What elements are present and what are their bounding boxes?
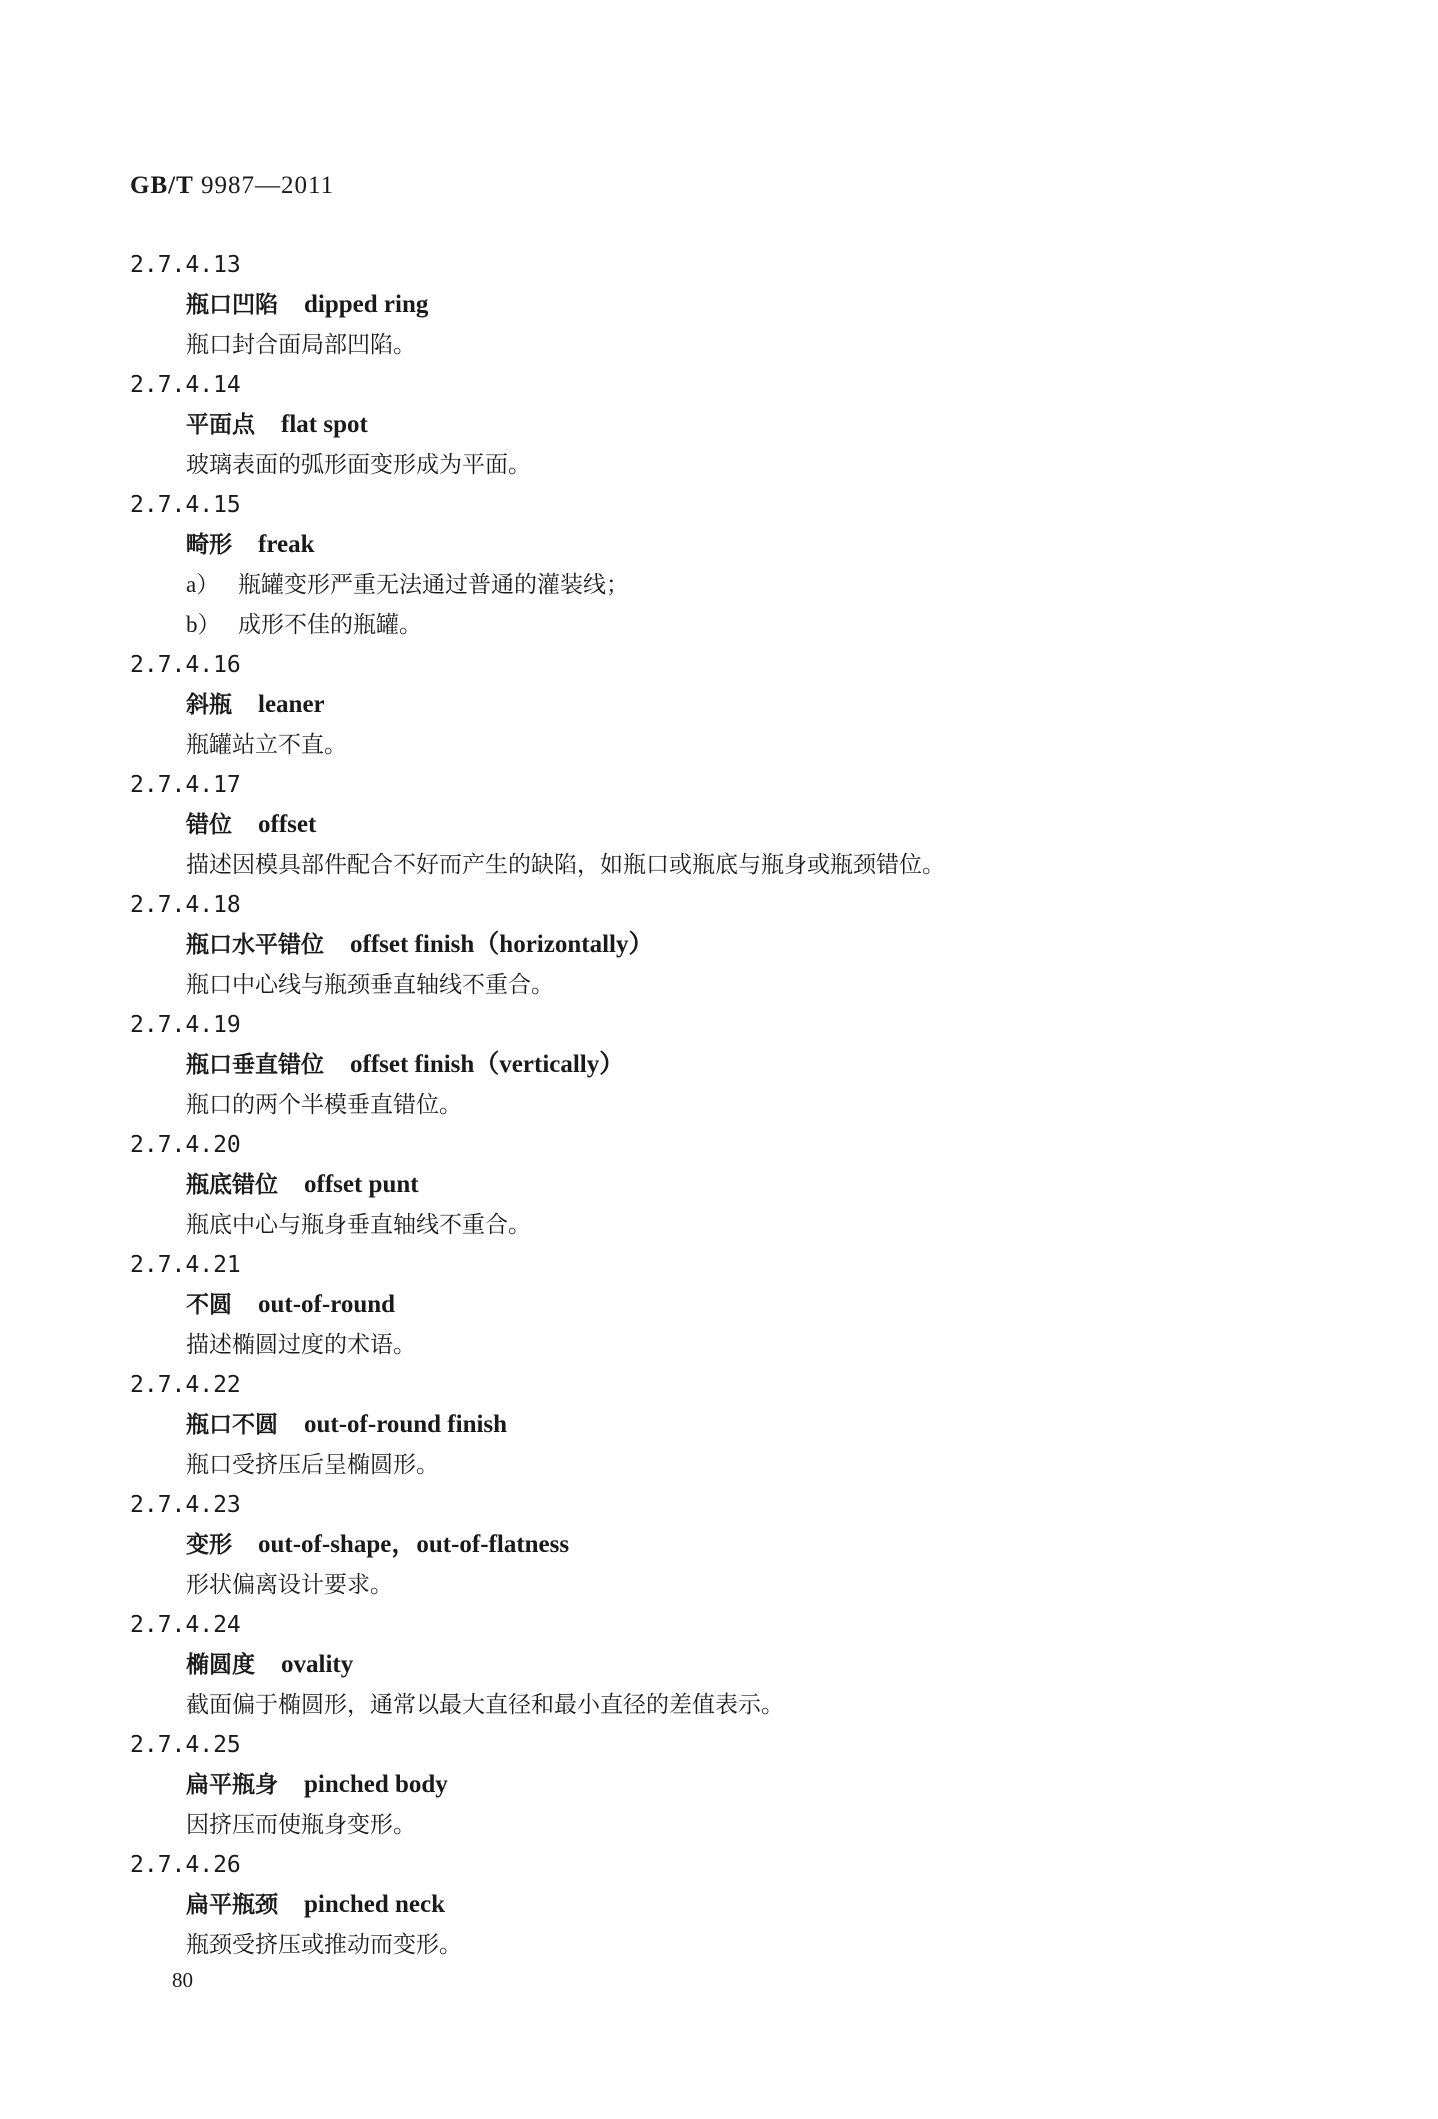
definition-text: 玻璃表面的弧形面变形成为平面。	[186, 452, 531, 478]
term-english: offset	[258, 811, 317, 838]
definition-list-item	[130, 605, 1310, 645]
term-chinese: 瓶底错位	[186, 1172, 278, 1198]
term-entry	[130, 765, 1310, 885]
clause-number: 2.7.4.13	[130, 252, 241, 278]
term-entry	[130, 1845, 1310, 1965]
definition-text: 描述椭圆过度的术语。	[186, 1332, 416, 1358]
term-line	[130, 1285, 1310, 1325]
term-english: freak	[258, 531, 315, 558]
term-entry	[130, 1125, 1310, 1245]
term-chinese: 错位	[186, 812, 232, 838]
term-entry	[130, 245, 1310, 365]
term-line	[130, 1405, 1310, 1445]
list-item-text: 瓶罐变形严重无法通过普通的灌装线；	[238, 572, 629, 598]
clause-number: 2.7.4.14	[130, 372, 241, 398]
term-entry	[130, 365, 1310, 485]
term-chinese: 瓶口水平错位	[186, 932, 324, 958]
definition-text: 描述因模具部件配合不好而产生的缺陷，如瓶口或瓶底与瓶身或瓶颈错位。	[186, 852, 945, 878]
definition-text: 截面偏于椭圆形，通常以最大直径和最小直径的差值表示。	[186, 1692, 784, 1718]
standard-number: 9987—2011	[201, 172, 335, 199]
clause-number: 2.7.4.16	[130, 652, 241, 678]
definition-text: 瓶口封合面局部凹陷。	[186, 332, 416, 358]
term-entry	[130, 1365, 1310, 1485]
term-line	[130, 1885, 1310, 1925]
term-line	[130, 405, 1310, 445]
term-line	[130, 685, 1310, 725]
term-entry	[130, 885, 1310, 1005]
term-english: out-of-round finish	[304, 1411, 508, 1438]
term-line	[130, 285, 1310, 325]
term-english: out-of-round	[258, 1291, 396, 1318]
list-item-text: 成形不佳的瓶罐。	[238, 612, 422, 638]
clause-number: 2.7.4.18	[130, 892, 241, 918]
page-number: 80	[172, 1968, 193, 1992]
term-entries	[130, 245, 1310, 1965]
list-item-label: a）	[186, 572, 220, 597]
definition-text: 瓶罐站立不直。	[186, 732, 347, 758]
clause-number: 2.7.4.15	[130, 492, 241, 518]
term-chinese: 瓶口垂直错位	[186, 1052, 324, 1078]
term-english: ovality	[281, 1651, 354, 1678]
term-line	[130, 1045, 1310, 1085]
definition-text: 瓶口中心线与瓶颈垂直轴线不重合。	[186, 972, 554, 998]
term-english: pinched body	[304, 1771, 448, 1798]
definition-text: 瓶口受挤压后呈椭圆形。	[186, 1452, 439, 1478]
term-chinese: 扁平瓶身	[186, 1772, 278, 1798]
term-entry	[130, 1605, 1310, 1725]
term-chinese: 变形	[186, 1532, 232, 1558]
term-english: flat spot	[281, 411, 368, 438]
term-line	[130, 1645, 1310, 1685]
definition-text: 形状偏离设计要求。	[186, 1572, 393, 1598]
term-english: offset finish（horizontally）	[350, 931, 654, 958]
list-item-label: b）	[186, 612, 221, 637]
term-entry	[130, 1485, 1310, 1605]
term-english: dipped ring	[304, 291, 429, 318]
clause-number: 2.7.4.21	[130, 1252, 241, 1278]
term-line	[130, 925, 1310, 965]
term-line	[130, 1165, 1310, 1205]
term-line	[130, 1765, 1310, 1805]
term-entry	[130, 1245, 1310, 1365]
definition-text: 瓶颈受挤压或推动而变形。	[186, 1932, 462, 1958]
term-chinese: 瓶口凹陷	[186, 292, 278, 318]
term-line	[130, 1525, 1310, 1565]
clause-number: 2.7.4.23	[130, 1492, 241, 1518]
term-english: pinched neck	[304, 1891, 446, 1918]
definition-list-item	[130, 565, 1310, 605]
clause-number: 2.7.4.26	[130, 1852, 241, 1878]
term-english: offset punt	[304, 1171, 419, 1198]
clause-number: 2.7.4.22	[130, 1372, 241, 1398]
definition-text: 瓶口的两个半模垂直错位。	[186, 1092, 462, 1118]
term-english: leaner	[258, 691, 325, 718]
term-chinese: 瓶口不圆	[186, 1412, 278, 1438]
clause-number: 2.7.4.17	[130, 772, 241, 798]
standard-prefix: GB/T	[130, 172, 194, 199]
clause-number: 2.7.4.25	[130, 1732, 241, 1758]
clause-number: 2.7.4.19	[130, 1012, 241, 1038]
term-entry	[130, 485, 1310, 645]
definition-text: 瓶底中心与瓶身垂直轴线不重合。	[186, 1212, 531, 1238]
term-chinese: 平面点	[186, 412, 255, 438]
term-english: offset finish（vertically）	[350, 1051, 625, 1078]
term-chinese: 畸形	[186, 532, 232, 558]
clause-number: 2.7.4.20	[130, 1132, 241, 1158]
term-entry	[130, 1005, 1310, 1125]
term-entry	[130, 1725, 1310, 1845]
clause-number: 2.7.4.24	[130, 1612, 241, 1638]
term-chinese: 斜瓶	[186, 692, 232, 718]
standard-header	[130, 172, 334, 200]
term-chinese: 扁平瓶颈	[186, 1892, 278, 1918]
term-chinese: 不圆	[186, 1292, 232, 1318]
term-english: out-of-shape，out-of-flatness	[258, 1531, 570, 1558]
term-line	[130, 805, 1310, 845]
term-entry	[130, 645, 1310, 765]
definition-text: 因挤压而使瓶身变形。	[186, 1812, 416, 1838]
term-chinese: 椭圆度	[186, 1652, 255, 1678]
term-line	[130, 525, 1310, 565]
